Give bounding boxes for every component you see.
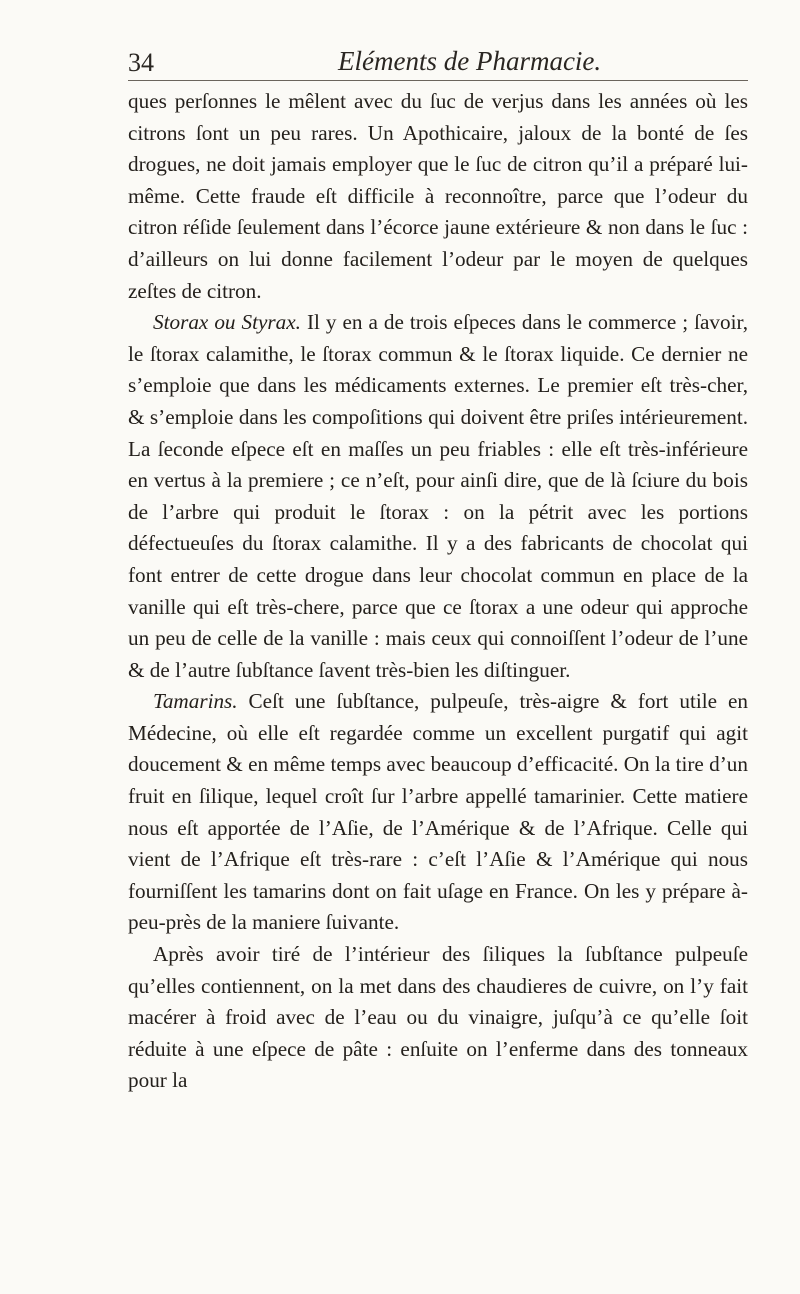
paragraph-lead: Tamarins. bbox=[153, 689, 238, 714]
paragraph-lead: Storax ou Styrax. bbox=[153, 310, 301, 335]
paragraph-text: Il y en a de trois eſpeces dans le commerce ; ſavoir, le ſtorax calamithe, le ſtorax commun & le ſtorax liquide. Ce dernier ne s’emploie que dans les médicaments externes. Le premier eſt très-cher, & s’emploie dans les compoſitions qui doivent être priſes intérieurement. La ſeconde eſpece eſt en maſſes un peu friables : elle eſt très-inférieure en vertus à la premiere ; ce n’eſt, pour ainſi dire, que de là ſciure du bois de l’arbre qui produit le ſtorax : on la pétrit avec les portions défectueuſes du ſtorax calamithe. Il y a des fabricants de chocolat qui font entrer de cette drogue dans leur chocolat commun en place de la vanille qui eſt très-chere, parce que ce ſtorax a une odeur qui approche un peu de celle de la vanille : mais ceux qui connoiſſent l’odeur de l’une & de l’autre ſubſtance ſavent très-bien les diſtinguer. bbox=[128, 310, 748, 682]
running-title: Eléments de Pharmacie. bbox=[338, 46, 602, 76]
paragraph-continued bbox=[128, 86, 748, 307]
page-header bbox=[128, 40, 748, 80]
page-number: 34 bbox=[128, 48, 154, 77]
paragraph-tamarins bbox=[128, 686, 748, 939]
paragraph-text: ques perſonnes le mêlent avec du ſuc de verjus dans les années où les citrons ſont un peu rares. Un Apothicaire, jaloux de la bonté de ſes drogues, ne doit jamais employer que le ſuc de citron qu’il a préparé lui-même. Cette fraude eſt difficile à reconnoître, parce que l’odeur du citron réſide ſeulement dans l’écorce jaune extérieure & non dans le ſuc : d’ailleurs on lui donne facilement l’odeur par le moyen de quelques zeſtes de citron. bbox=[128, 89, 748, 303]
paragraph-text: Ceſt une ſubſtance, pulpeuſe, très-aigre & fort utile en Médecine, où elle eſt regardée comme un excellent purgatif qui agit doucement & en même temps avec beaucoup d’efficacité. On la tire d’un fruit en ſilique, lequel croît ſur l’arbre appellé tamarinier. Cette matiere nous eſt apportée de l’Aſie, de l’Amérique & de l’Afrique. Celle qui vient de l’Afrique eſt très-rare : c’eſt l’Aſie & l’Amérique qui nous fourniſſent les tamarins dont on fait uſage en France. On les y prépare à-peu-près de la maniere ſuivante. bbox=[128, 689, 748, 935]
body-text bbox=[128, 86, 748, 1097]
paragraph-storax bbox=[128, 307, 748, 686]
header-divider bbox=[128, 80, 748, 81]
paragraph-preparation bbox=[128, 939, 748, 1097]
paragraph-text: Après avoir tiré de l’intérieur des ſiliques la ſubſtance pulpeuſe qu’elles contiennent, on la met dans des chaudieres de cuivre, on l’y fait macérer à froid avec de l’eau ou du vinaigre, juſqu’à ce qu’elle ſoit réduite à une eſpece de pâte : enſuite on l’enferme dans des tonneaux pour la bbox=[128, 942, 748, 1093]
